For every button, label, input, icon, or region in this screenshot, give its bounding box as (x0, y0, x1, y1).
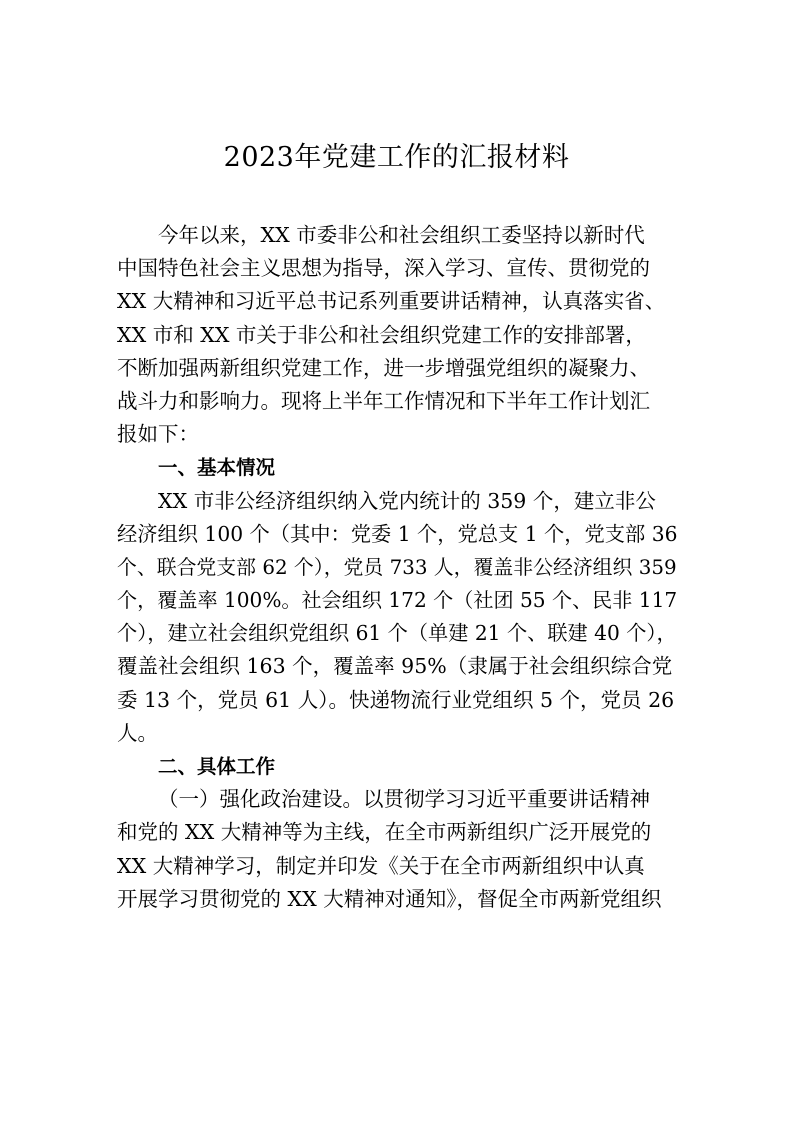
paragraph-line: XX 大精神学习，制定并印发《关于在全市两新组织中认真 (117, 853, 645, 878)
paragraph-line: 委 13 个，党员 61 人）。快递物流行业党组织 5 个，党员 26 (117, 687, 675, 712)
section-heading: 一、基本情况 (158, 456, 276, 480)
paragraph-line: 中国特色社会主义思想为指导，深入学习、宣传、贯彻党的 (117, 256, 650, 281)
paragraph-line: XX 市和 XX 市关于非公和社会组织党建工作的安排部署， (117, 322, 646, 347)
paragraph-line: 个，覆盖率 100%。社会组织 172 个（社团 55 个、民非 117 (117, 588, 678, 613)
paragraph-line: 个），建立社会组织党组织 61 个（单建 21 个、联建 40 个）， (117, 621, 677, 646)
paragraph-line: XX 大精神和习近平总书记系列重要讲话精神，认真落实省、 (117, 289, 666, 314)
paragraph-line: 覆盖社会组织 163 个，覆盖率 95%（隶属于社会组织综合党 (117, 654, 673, 679)
document-body (117, 219, 677, 916)
paragraph-line: 不断加强两新组织党建工作，进一步增强党组织的凝聚力、 (117, 355, 650, 380)
paragraph-line: 开展学习贯彻党的 XX 大精神对通知》，督促全市两新党组织 (117, 886, 662, 911)
paragraph-line: 和党的 XX 大精神等为主线，在全市两新组织广泛开展党的 (117, 820, 652, 845)
paragraph-line: 今年以来，XX 市委非公和社会组织工委坚持以新时代 (158, 223, 645, 247)
section-heading: 二、具体工作 (158, 755, 276, 778)
paragraph-line: 报如下： (117, 422, 199, 447)
paragraph-line: 战斗力和影响力。现将上半年工作情况和下半年工作计划汇 (117, 388, 650, 413)
paragraph-line: 个、联合党支部 62 个），党员 733 人，覆盖非公经济组织 359 (117, 555, 677, 579)
paragraph-line: XX 市非公经济组织纳入党内统计的 359 个，建立非公 (158, 488, 656, 513)
paragraph-line: 经济组织 100 个（其中：党委 1 个，党总支 1 个，党支部 36 (117, 521, 678, 546)
document-title: 2023年党建工作的汇报材料 (223, 142, 570, 173)
paragraph-line: 人。 (117, 720, 158, 745)
paragraph-line: （一）强化政治建设。以贯彻学习习近平重要讲话精神 (158, 787, 650, 812)
